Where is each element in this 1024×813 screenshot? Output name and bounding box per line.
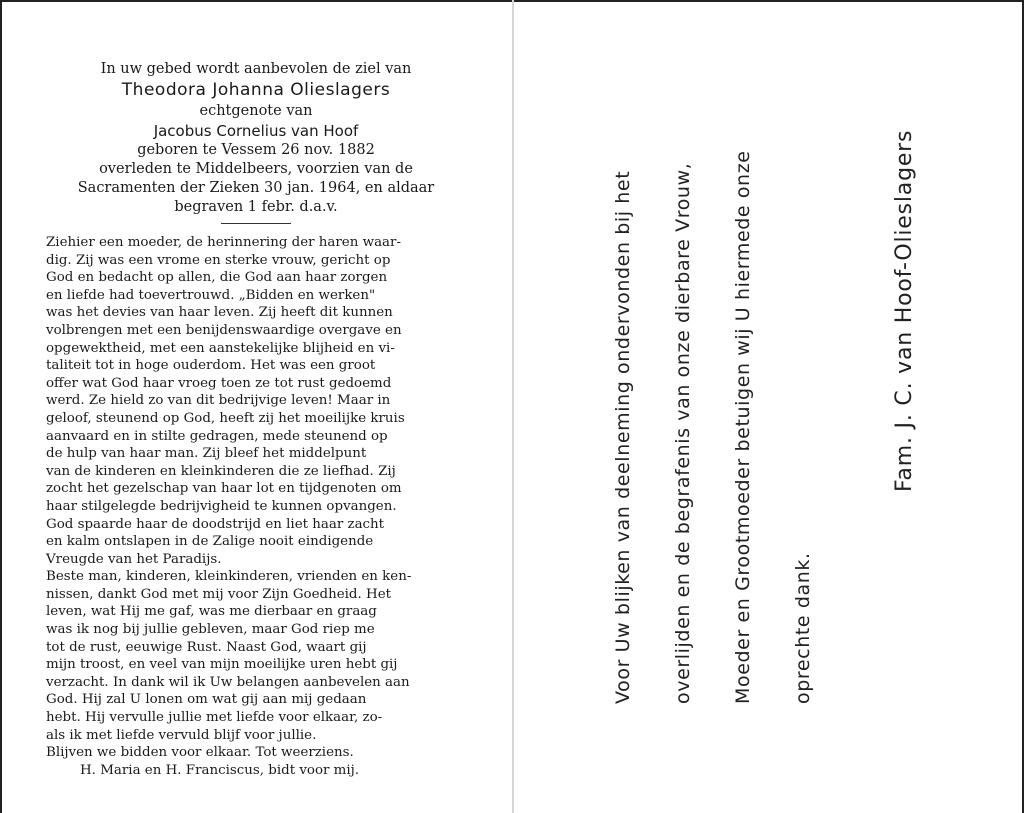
thanks-line-2: overlijden en de begrafenis van onze dierbare Vrouw, — [672, 162, 694, 704]
deceased-name: Theodora Johanna Olieslagers — [121, 80, 391, 100]
burial-line: begraven 1 febr. d.a.v. — [174, 199, 338, 215]
body-line: volbrengen met een benijdenswaardige overgave en — [46, 322, 402, 338]
memorial-text-panel — [46, 60, 466, 779]
memorial-body — [46, 234, 466, 779]
body-line: de hulp van haar man. Zij bleef het middelpunt — [46, 446, 367, 462]
body-line: en liefde had toevertrouwd. „Bidden en werken" — [46, 287, 376, 303]
body-line: hebt. Hij vervulle jullie met liefde voor elkaar, zo- — [46, 710, 383, 726]
body-line: verzacht. In dank wil ik Uw belangen aanbevelen aan — [46, 674, 410, 690]
thanks-line-3: Moeder en Grootmoeder betuigen wij U hiermede onze — [732, 150, 754, 704]
spouse-intro: echtgenote van — [199, 103, 313, 119]
body-line: taliteit tot in hoge ouderdom. Het was een groot — [46, 358, 376, 374]
death-line-2: Sacramenten der Zieken 30 jan. 1964, en aldaar — [77, 180, 435, 196]
body-line: God en bedacht op allen, die God aan haar zorgen — [46, 270, 388, 286]
body-line: was ik nog bij jullie gebleven, maar God riep me — [46, 622, 375, 638]
body-line: van de kinderen en kleinkinderen die ze liefhad. Zij — [46, 463, 396, 479]
body-line: Beste man, kinderen, kleinkinderen, vrienden en ken- — [46, 569, 412, 585]
card-border-left — [0, 0, 2, 813]
header-divider — [221, 223, 291, 224]
body-line: God spaarde haar de doodstrijd en liet haar zacht — [46, 516, 385, 532]
body-line: en kalm ontslapen in de Zalige nooit eindigende — [46, 534, 374, 550]
body-line: opgewektheid, met een aanstekelijke blijheid en vi- — [46, 340, 395, 356]
death-line-1: overleden te Middelbeers, voorzien van de — [99, 161, 413, 177]
body-line: geloof, steunend op God, heeft zij het moeilijke kruis — [46, 410, 405, 426]
body-line: nissen, dankt God met mij voor Zijn Goedheid. Het — [46, 586, 391, 602]
body-line: Blijven we bidden voor elkaar. Tot weerziens. — [46, 745, 354, 761]
body-line: werd. Ze hield zo van dit bedrijvige leven! Maar in — [46, 393, 391, 409]
spouse-name: Jacobus Cornelius van Hoof — [153, 122, 359, 140]
body-line: zocht het gezelschap van haar lot en tijdgenoten om — [46, 481, 402, 497]
family-signature: Fam. J. C. van Hoof-Olieslagers — [892, 129, 917, 492]
body-line: als ik met liefde vervuld blijf voor jullie. — [46, 727, 317, 743]
intro-line: In uw gebed wordt aanbevolen de ziel van — [100, 61, 412, 77]
body-line: aanvaard en in stilte gedragen, mede steunend op — [46, 428, 388, 444]
body-line: dig. Zij was een vrome en sterke vrouw, gericht op — [46, 252, 391, 268]
thanks-panel — [520, 0, 1022, 813]
memorial-header — [46, 60, 466, 217]
body-line: Ziehier een moeder, de herinnering der haren waar- — [46, 235, 401, 250]
body-line: tot de rust, eeuwige Rust. Naast God, waart gij — [46, 639, 367, 655]
prayer-line: H. Maria en H. Franciscus, bidt voor mij. — [80, 762, 360, 778]
body-line: mijn troost, en veel van mijn moeilijke uren hebt gij — [46, 657, 398, 673]
body-line: leven, wat Hij me gaf, was me dierbaar en graag — [46, 604, 377, 620]
thanks-line-4: oprechte dank. — [792, 552, 814, 704]
body-line: offer wat God haar vroeg toen ze tot rust gedoemd — [46, 375, 392, 391]
thanks-line-1: Voor Uw blijken van deelneming ondervonden bij het — [612, 170, 634, 704]
birth-line: geboren te Vessem 26 nov. 1882 — [137, 142, 375, 158]
card-fold-line — [512, 0, 514, 813]
body-line: God. Hij zal U lonen om wat gij aan mij gedaan — [46, 692, 367, 708]
body-line: Vreugde van het Paradijs. — [46, 551, 222, 567]
body-line: was het devies van haar leven. Zij heeft dit kunnen — [46, 305, 393, 321]
body-line: haar stilgelegde bedrijvigheid te kunnen opvangen. — [46, 498, 397, 514]
